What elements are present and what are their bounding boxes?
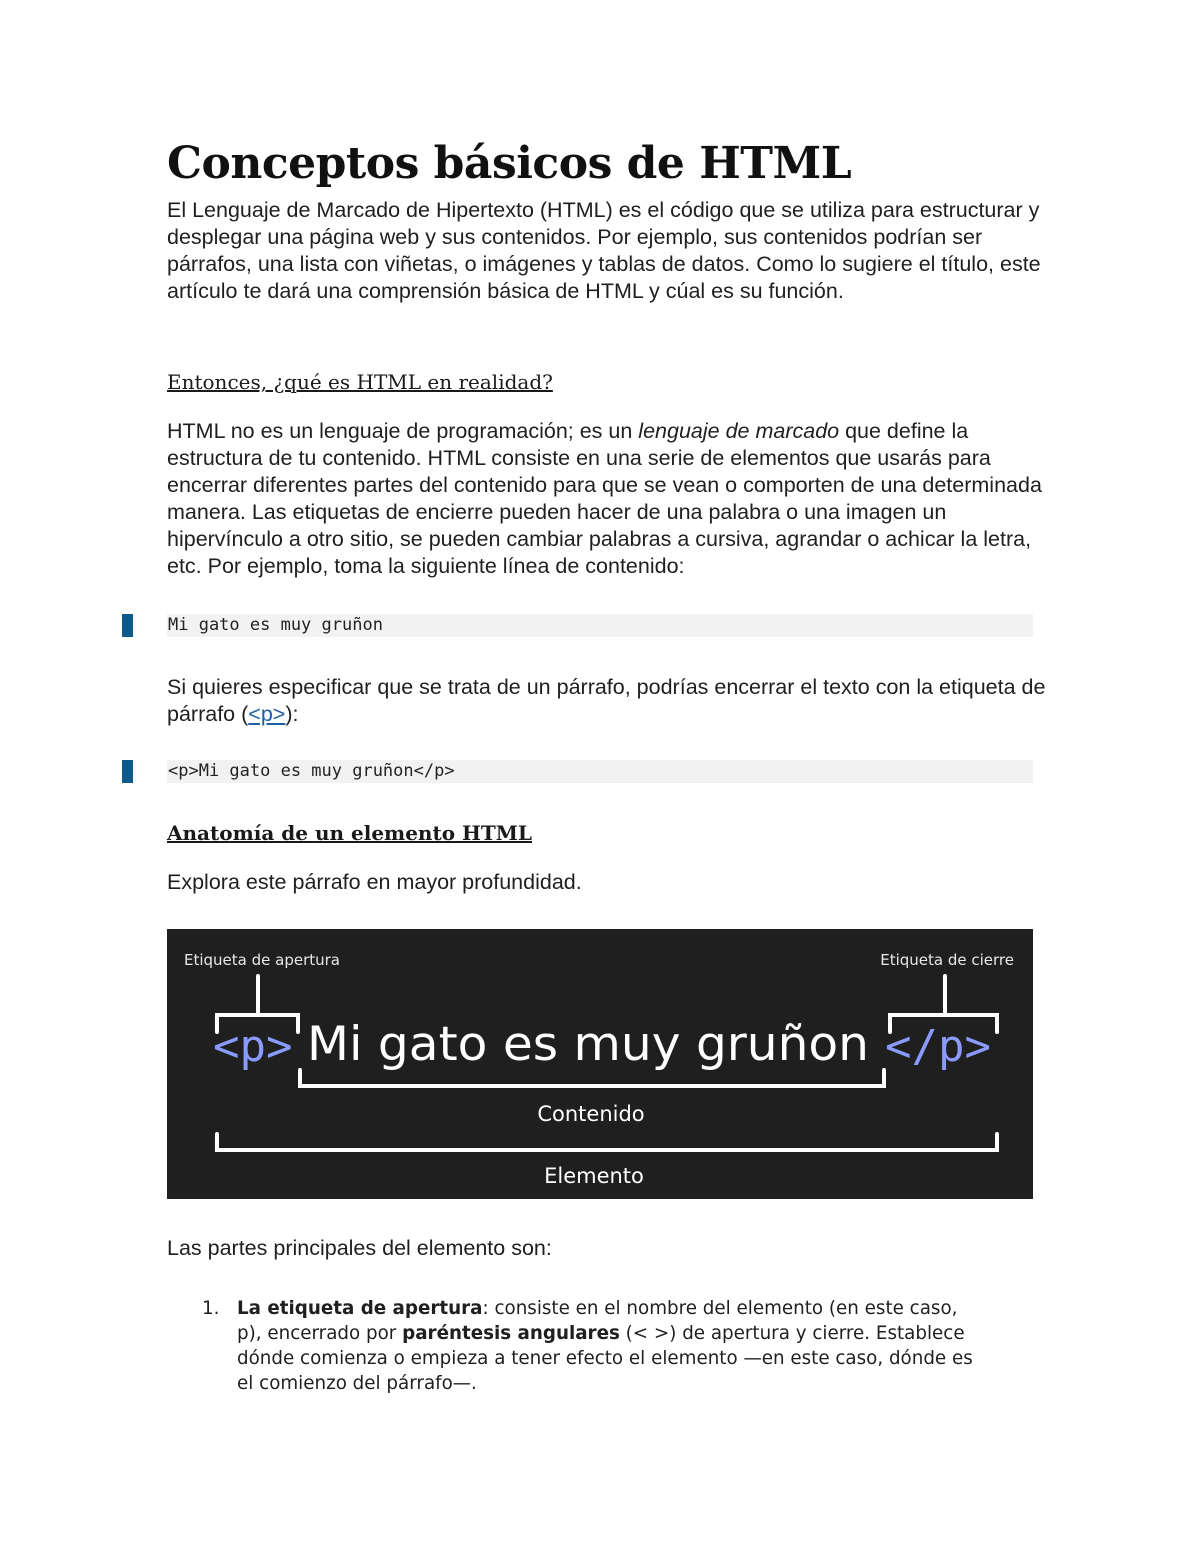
- p-tag-link[interactable]: <p>: [248, 702, 286, 726]
- paragraph-text: ):: [285, 702, 299, 726]
- parts-intro-paragraph: Las partes principales del elemento son:: [167, 1236, 552, 1260]
- paragraph-text: HTML no es un lenguaje de programación; es un: [167, 419, 639, 443]
- section-heading-anatomy: Anatomía de un elemento HTML: [167, 821, 532, 845]
- code-block-plain: [167, 614, 1033, 637]
- element-parts-list: [167, 1296, 987, 1396]
- list-item-text: (< >) de apertura y cierre. Establece dónde comienza o empieza a tener efecto el elemento —en este caso, dónde es el comienzo del párrafo—.: [237, 1323, 973, 1394]
- list-item-text: : consiste en el nombre del elemento (en este caso, p), encerrado por: [237, 1298, 958, 1344]
- code-block-paragraph: [167, 760, 1033, 783]
- code-block-marker: [122, 614, 133, 637]
- opening-tag-label: Etiqueta de apertura: [184, 951, 340, 969]
- code-block-marker: [122, 760, 133, 783]
- html-element-anatomy-figure: [167, 929, 1033, 1199]
- what-is-html-paragraph: [167, 418, 1047, 580]
- list-item-number: 1.: [202, 1298, 220, 1319]
- list-item-term: La etiqueta de apertura: [237, 1298, 483, 1319]
- code-text: Mi gato es muy gruñon: [168, 615, 383, 635]
- element-label: Elemento: [544, 1164, 644, 1188]
- close-tag-text: </p>: [885, 1021, 991, 1072]
- anatomy-diagram: [167, 929, 1033, 1199]
- paragraph-text: que define la estructura de tu contenido. HTML consiste en una serie de elementos que usarás para encerrar diferentes partes del contenido para que se vean o comporten de una determinada manera. Las etiquetas de encierre pueden hacer de una palabra o una imagen un hipervínculo a otro sitio, se pueden cambiar palabras a cursiva, agrandar o achicar la letra, etc. Por ejemplo, toma la siguiente línea de contenido:: [167, 419, 1042, 578]
- paragraph-tag-intro: [167, 674, 1047, 728]
- content-bracket: [300, 1070, 884, 1086]
- paragraph-text: Si quieres especificar que se trata de un párrafo, podrías encerrar el texto con la etiqueta de párrafo (: [167, 675, 1046, 726]
- intro-paragraph: El Lenguaje de Marcado de Hipertexto (HTML) es el código que se utiliza para estructurar y desplegar una página web y sus contenidos. Por ejemplo, sus contenidos podrían ser párrafos, una lista con viñetas, o imágenes y tablas de datos. Como lo sugiere el título, este artículo te dará una comprensión básica de HTML y cúal es su función.: [167, 198, 1041, 303]
- closing-tag-label: Etiqueta de cierre: [880, 951, 1014, 969]
- list-item: [167, 1296, 987, 1396]
- section-heading-what-is-html: Entonces, ¿qué es HTML en realidad?: [167, 370, 553, 394]
- code-text: <p>Mi gato es muy gruñon</p>: [168, 761, 455, 781]
- list-item-term: paréntesis angulares: [402, 1323, 620, 1344]
- emphasis-text: lenguaje de marcado: [638, 419, 840, 443]
- page-title: Conceptos básicos de HTML: [167, 138, 852, 189]
- anatomy-paragraph: Explora este párrafo en mayor profundidad.: [167, 870, 582, 894]
- content-text: Mi gato es muy gruñon: [307, 1017, 869, 1072]
- element-bracket: [217, 1134, 997, 1150]
- open-tag-text: <p>: [213, 1021, 293, 1072]
- content-label: Contenido: [537, 1102, 645, 1126]
